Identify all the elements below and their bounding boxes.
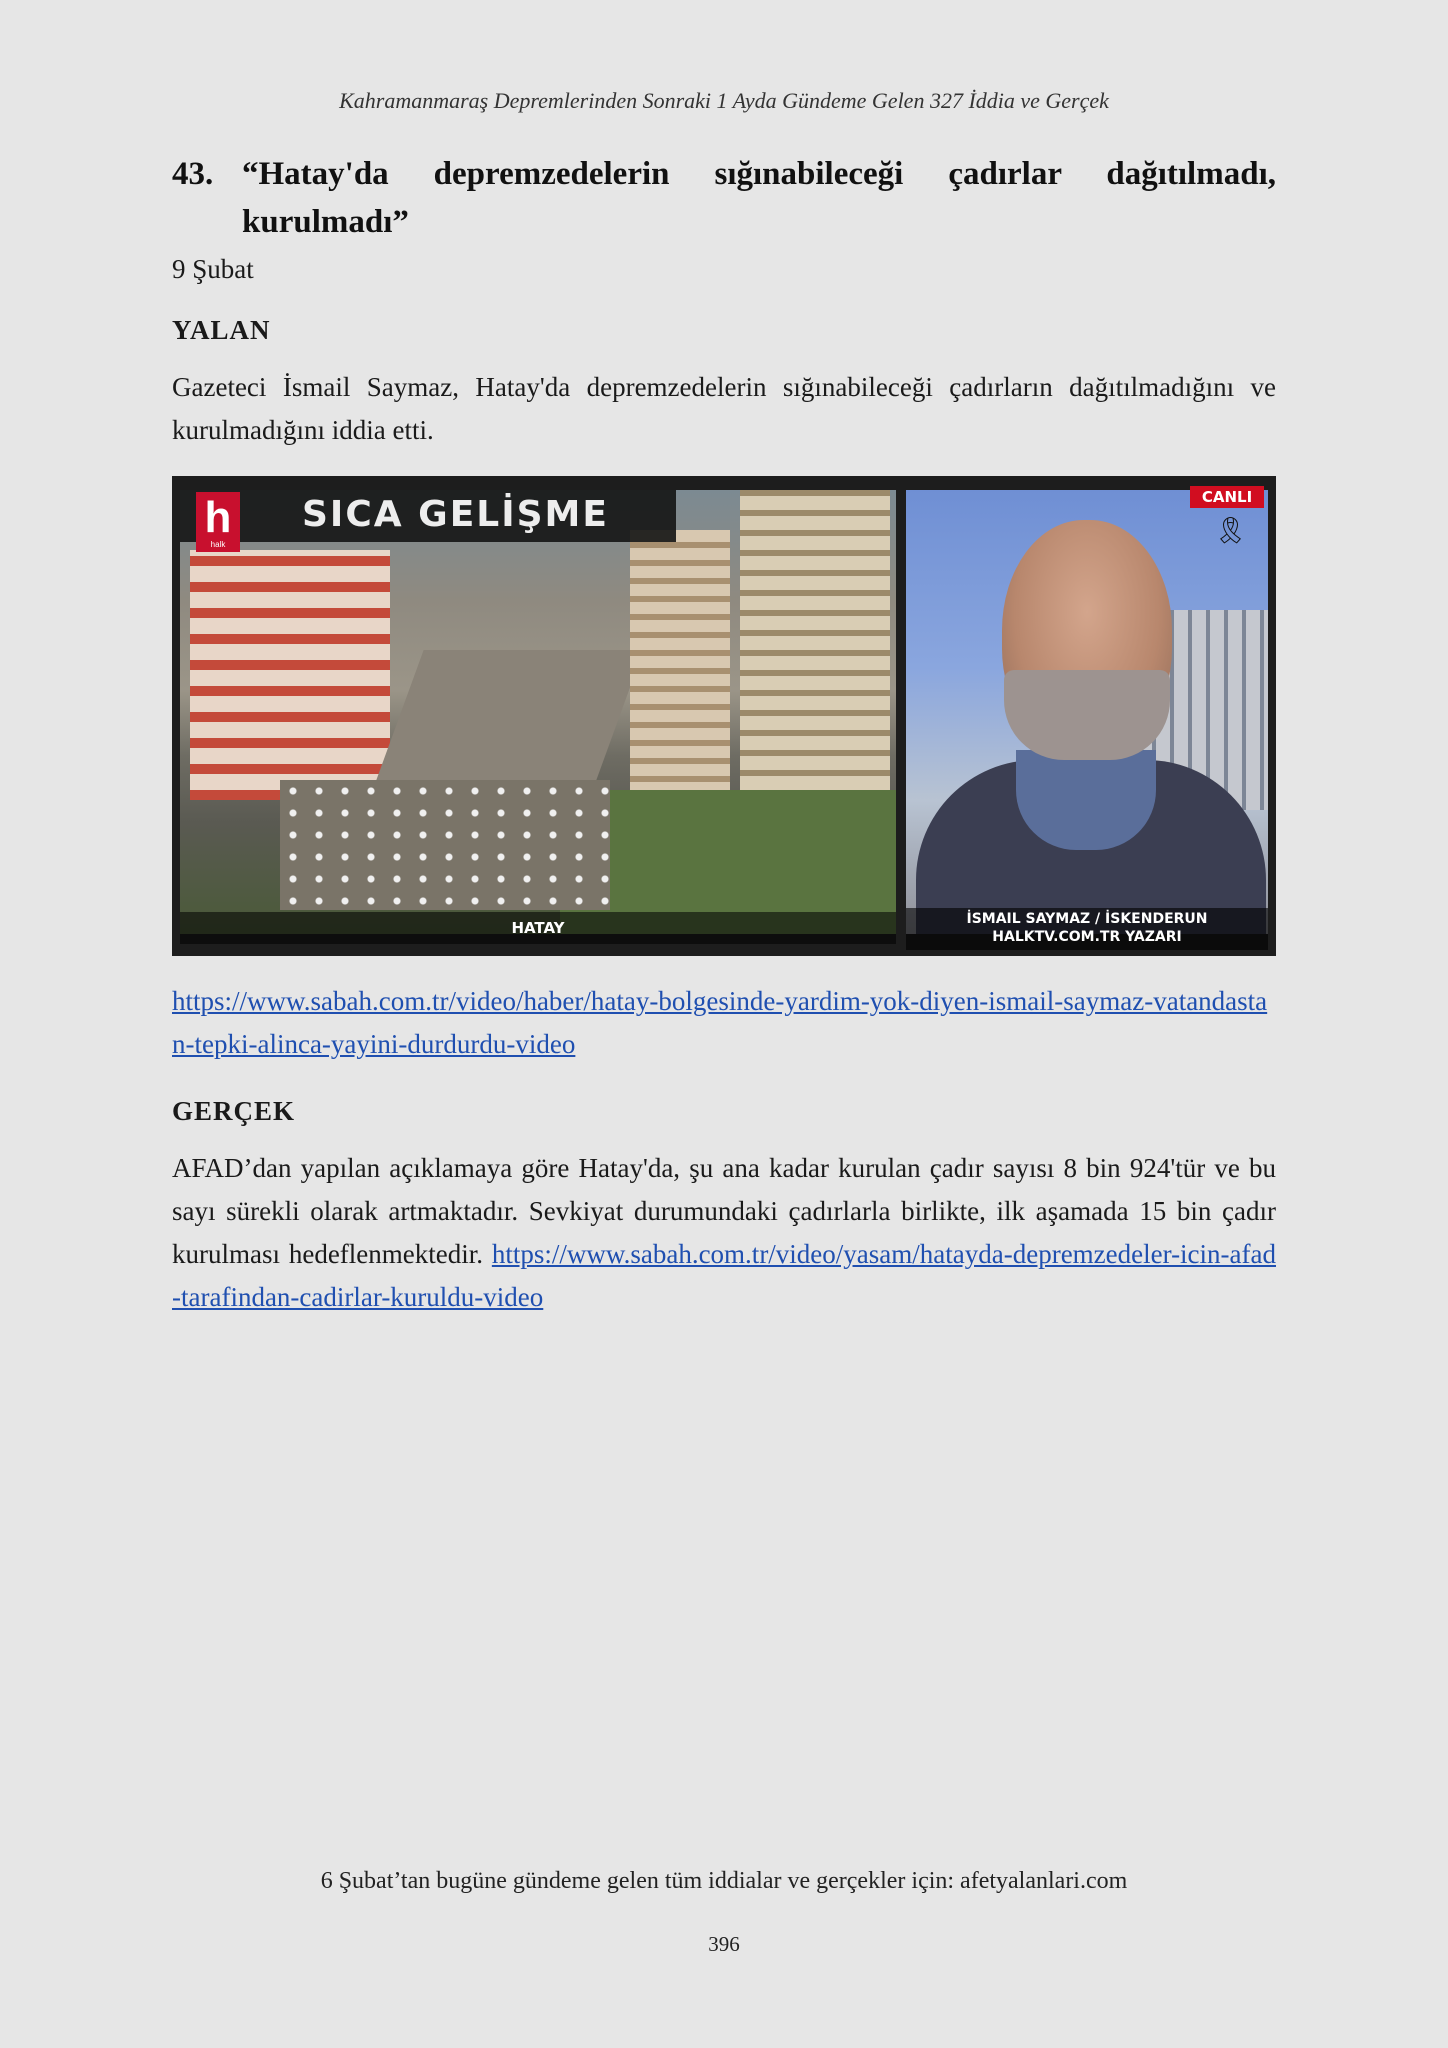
reporter-beard [1004,670,1170,760]
article-date: 9 Şubat [172,254,254,284]
article [172,150,1276,1319]
location-caption: HATAY [180,912,896,944]
source-link-block [172,980,1276,1066]
fact-paragraph [172,1147,1276,1319]
breaking-news-text [302,494,609,535]
fact-text: AFAD’dan yapılan açıklamaya göre Hatay'da, şu ana kadar kurulan çadır sayısı 8 bin 924'tür ve bu sayı sürekli olarak artmaktadır. Sevkiyat durumundaki çadırlarla birlikte, ilk aşamada 15 bin çadır kurulması hedeflenmektedir. [172,1153,1276,1269]
fact-link[interactable]: https://www.sabah.com.tr/video/yasam/hatayda-depremzedeler-icin-afad-tarafindan-cadirlar-kuruldu-video [172,1239,1276,1312]
article-number: 43. [172,156,214,192]
building-photo-mid [630,530,730,830]
claim-text: Gazeteci İsmail Saymaz, Hatay'da depremzedelerin sığınabileceği çadırların dağıtılmadığını ve kurulmadığını iddia etti. [172,372,1276,445]
live-badge: CANLI [1190,486,1264,508]
article-title [172,150,1276,246]
claim-label: YALAN [172,315,271,345]
reporter-caption-line2: HALKTV.COM.TR YAZARI [992,929,1182,945]
building-photo-right [740,490,890,830]
halk-tv-logo: h [196,492,240,552]
breaking-news-text-part2: GELİŞME [418,494,609,535]
reporter-caption-line1: İSMAIL SAYMAZ / İSKENDERUN [966,911,1208,927]
page-number: 396 [708,1932,740,1956]
halk-tv-logo-sub: halk [210,540,226,549]
article-title-text: “Hatay'da depremzedelerin sığınabileceği çadırlar dağıtılmadı, kurulmadı” [242,156,1276,240]
footer-text: 6 Şubat’tan bugüne gündeme gelen tüm iddialar ve gerçekler için: afetyalanlari.com [320,1868,1128,1894]
parked-cars-photo [280,780,610,910]
source-link[interactable]: https://www.sabah.com.tr/video/haber/hatay-bolgesinde-yardim-yok-diyen-ismail-saymaz-vatandastan-tepki-alinca-yayini-durdurdu-video [172,986,1268,1059]
fact-label: GERÇEK [172,1096,296,1126]
running-header: Kahramanmaraş Depremlerinden Sonraki 1 Ayda Gündeme Gelen 327 İddia ve Gerçek [339,88,1109,113]
building-photo-left [190,550,390,800]
mourning-ribbon-icon: 🎗 [1214,516,1248,546]
aerial-photo-panel [180,490,896,934]
breaking-news-text-part1: SICA [302,494,404,535]
reporter-hood [1016,750,1156,850]
news-screenshot [172,476,1276,956]
reporter-photo-panel [906,490,1268,934]
reporter-caption [906,908,1268,950]
collapsed-building-photo [376,650,643,780]
